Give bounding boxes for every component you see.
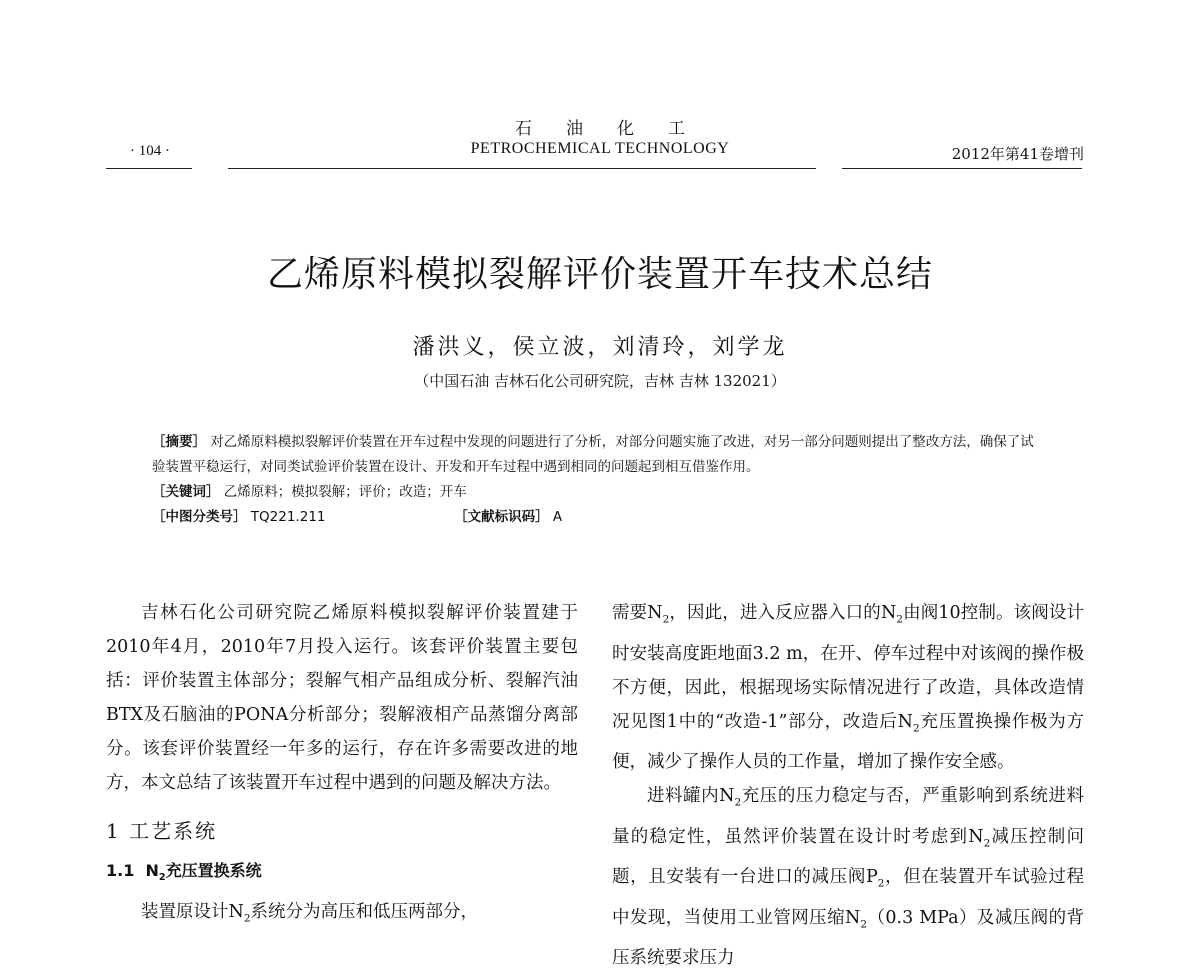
journal-name-cn: 石油化工 <box>515 119 719 139</box>
article-title: 乙烯原料模拟裂解评价装置开车技术总结 <box>266 254 933 295</box>
keywords-line <box>152 480 1042 505</box>
header-rule-left <box>106 168 192 169</box>
keywords-text: 乙烯原料；模拟裂解；评价；改造；开车 <box>223 484 467 500</box>
right-paragraph-2: 进料罐内$N_2$充压的压力稳定与否，严重影响到系统进料量的稳定性，虽然评价装置在设计时考虑到$N_2$减压控制问题，且安装有一台进口的减压阀$P_2$，但在装置开车试验过程中发现，当使用工业管网压缩$N_2(0.3$ MPa）及减压阀的背压系统要求压力 <box>612 786 1085 968</box>
body-column-right <box>612 596 1084 975</box>
clc-label: ［中图分类号］ <box>152 509 247 525</box>
journal-name-en: PETROCHEMICAL TECHNOLOGY <box>470 140 730 157</box>
section-heading-1: 1 工艺系统 <box>106 819 218 843</box>
article-affiliation: （中国石油 吉林石化公司研究院，吉林 吉林 132021） <box>414 372 786 390</box>
section-number: 1.1 <box>106 861 135 880</box>
abstract <box>152 430 1042 480</box>
abstract-label: ［摘要］ <box>152 434 206 450</box>
article-authors: 潘洪义，侯立波，刘清玲，刘学龙 <box>412 335 788 360</box>
abstract-block <box>152 430 1042 530</box>
intro-paragraph: 吉林石化公司研究院乙烯原料模拟裂解评价装置建于2010年4月，2010年7月投入运行。该套评价装置主要包括：评价装置主体部分；裂解气相产品组成分析、裂解汽油BTX及石脑油的PONA分析部分；裂解液相产品蒸馏分离部分。该套评价装置经一年多的运行，存在许多需要改进的地方，本文总结了该装置开车过程中遇到的问题及解决方法。 <box>106 603 578 793</box>
doc-code-label: ［文献标识码］ <box>454 509 549 525</box>
header-rule-center <box>228 168 816 169</box>
right-paragraph-1: 需要$N_2$，因此，进入反应器入口的$N_2$由阀10控制。该阀设计时安装高度距地面3.2 m，在开、停车过程中对该阀的操作极不方便，因此，根据现场实际情况进行了改造，具体改造情况见图1中的“改造-1”部分，改造后$N_2$充压置换操作极为方便，减少了操作人员的工作量，增加了操作安全感。 <box>612 603 1085 772</box>
abstract-text: 对乙烯原料模拟裂解评价装置在开车过程中发现的问题进行了分析，对部分问题实施了改进，对另一部分问题则提出了整改方法，确保了试验装置平稳运行，对同类试验评价装置在设计、开发和开车过程中遇到相同的问题起到相互借鉴作用。 <box>152 434 1034 475</box>
doc-code-value: A <box>552 509 563 525</box>
issue-info: 2012年第41卷增刊 <box>951 145 1084 163</box>
section-1-1-paragraph: 装置原设计$N_2$系统分为高压和低压两部分， <box>141 902 478 925</box>
section-heading-1-1: 1.1 $N_2$充压置换系统 <box>106 861 262 884</box>
clc-value: TQ221.211 <box>250 509 326 525</box>
page-number: · 104 · <box>130 143 170 159</box>
keywords-label: ［关键词］ <box>152 484 220 500</box>
body-column-left <box>106 596 578 936</box>
classification-line <box>152 505 1042 530</box>
header-rule-right <box>842 168 1082 169</box>
